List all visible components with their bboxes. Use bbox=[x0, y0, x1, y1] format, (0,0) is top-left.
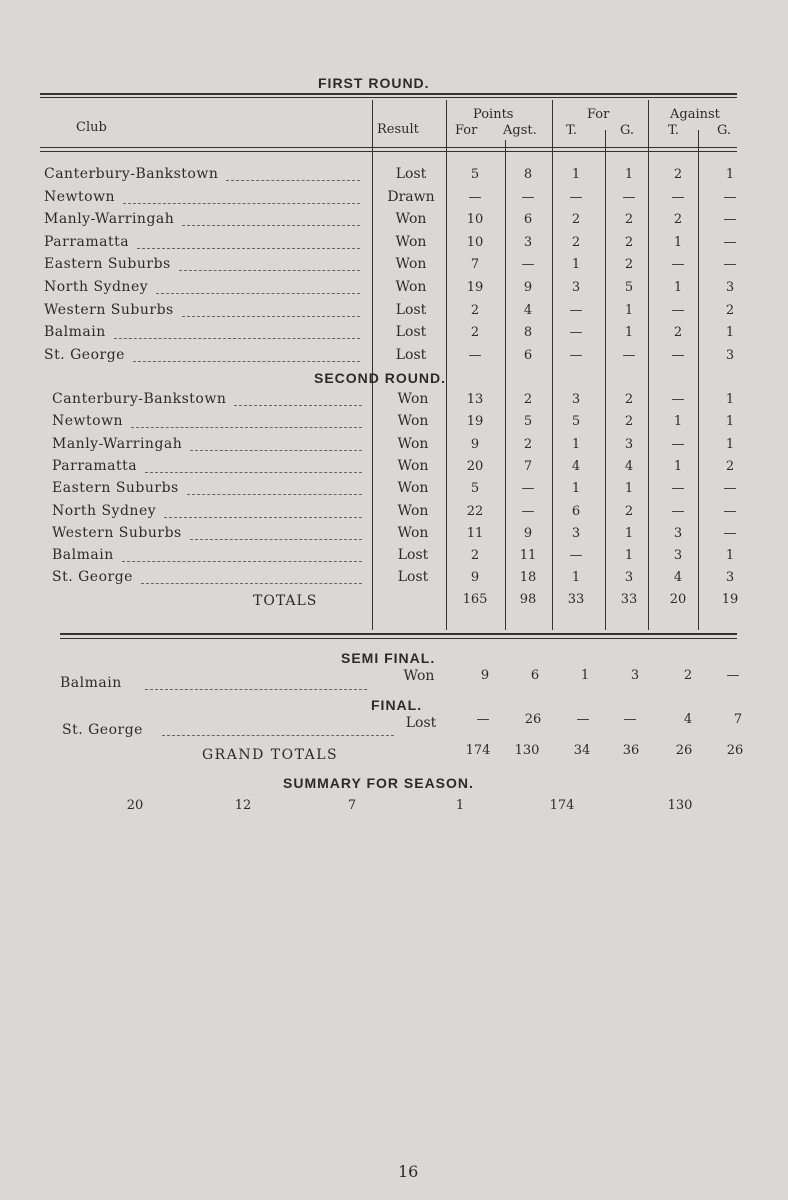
stat-ft: 5 bbox=[571, 414, 581, 430]
stat-at: 4 bbox=[683, 712, 693, 727]
stat-ft: — bbox=[569, 189, 583, 205]
stat-ft: 1 bbox=[571, 436, 581, 452]
stat-pf: 2 bbox=[470, 548, 480, 564]
grand-totals-label: GRAND TOTALS bbox=[202, 747, 339, 763]
result-cell: Lost bbox=[397, 569, 429, 586]
semi-final-title: SEMI FINAL. bbox=[341, 650, 436, 666]
stat-pf: — bbox=[468, 347, 482, 363]
stat-at: 1 bbox=[673, 234, 683, 250]
leader-dots bbox=[182, 316, 360, 317]
stat-ft: 3 bbox=[571, 525, 581, 541]
stat-ag: — bbox=[723, 257, 737, 273]
stat-at: 3 bbox=[673, 525, 683, 541]
result-cell: Won bbox=[395, 256, 427, 273]
summary-value: 20 bbox=[126, 798, 144, 813]
summary-value: 1 bbox=[455, 798, 465, 813]
stat-ft: 2 bbox=[571, 212, 581, 228]
stat-ag: — bbox=[723, 525, 737, 541]
total-at: 20 bbox=[669, 592, 687, 607]
stat-pa: 26 bbox=[524, 712, 542, 727]
stat-pa: 4 bbox=[523, 302, 533, 318]
stat-pa: 6 bbox=[530, 668, 540, 683]
club-name: Canterbury-Bankstown bbox=[52, 391, 227, 407]
final-title: FINAL. bbox=[371, 697, 423, 713]
col-rule-agst bbox=[505, 140, 506, 630]
total-pf: 165 bbox=[462, 592, 488, 607]
leader-dots bbox=[133, 361, 360, 362]
club-name: Western Suburbs bbox=[52, 524, 182, 541]
leader-dots bbox=[179, 270, 360, 271]
grand-ag: 26 bbox=[726, 743, 744, 758]
result-cell: Won bbox=[403, 668, 435, 684]
header-against-goals: G. bbox=[717, 123, 732, 138]
summary-value: 7 bbox=[347, 798, 357, 813]
stat-fg: 1 bbox=[624, 325, 634, 341]
leader-dots bbox=[145, 689, 367, 690]
stat-at: 1 bbox=[673, 280, 683, 295]
stat-at: — bbox=[671, 189, 685, 205]
header-rule-bottom-2 bbox=[40, 151, 737, 152]
stat-ft: 3 bbox=[571, 280, 581, 295]
stat-pf: 20 bbox=[466, 458, 484, 474]
stat-ag: — bbox=[726, 668, 740, 683]
header-result: Result bbox=[377, 122, 419, 137]
result-cell: Lost bbox=[395, 301, 427, 318]
result-cell: Lost bbox=[395, 166, 427, 182]
leader-dots bbox=[190, 539, 362, 540]
club-name: Eastern Suburbs bbox=[44, 256, 171, 273]
leader-dots bbox=[156, 293, 360, 294]
stat-ft: — bbox=[569, 347, 583, 363]
header-for-tries: T. bbox=[566, 123, 577, 138]
header-rule-bottom bbox=[40, 147, 737, 148]
club-name: Eastern Suburbs bbox=[52, 480, 179, 497]
header-club: Club bbox=[76, 120, 107, 135]
stat-pa: 8 bbox=[523, 167, 533, 182]
leader-dots bbox=[141, 583, 362, 584]
stat-ag: 1 bbox=[725, 436, 735, 452]
stat-pf: 5 bbox=[470, 481, 480, 497]
stat-at: — bbox=[671, 257, 685, 273]
col-rule-for bbox=[552, 100, 553, 630]
total-pa: 98 bbox=[519, 592, 537, 607]
leader-dots bbox=[122, 561, 362, 562]
club-name: Newtown bbox=[44, 188, 116, 205]
summary-value: 174 bbox=[549, 798, 575, 813]
total-ft: 33 bbox=[567, 592, 585, 607]
leader-dots bbox=[182, 225, 360, 226]
stat-pf: 22 bbox=[466, 503, 484, 519]
header-rule-top bbox=[40, 93, 737, 95]
result-cell: Lost bbox=[395, 346, 427, 363]
club-name: Balmain bbox=[44, 324, 106, 341]
result-cell: Won bbox=[397, 391, 429, 407]
stat-at: — bbox=[671, 347, 685, 363]
stat-pf: 19 bbox=[466, 414, 484, 430]
stat-at: 1 bbox=[673, 458, 683, 474]
stat-at: 2 bbox=[673, 325, 683, 341]
grand-pf: 174 bbox=[465, 743, 491, 758]
stat-fg: 4 bbox=[624, 458, 634, 474]
club-name: Parramatta bbox=[44, 233, 130, 250]
stat-ft: 2 bbox=[571, 234, 581, 250]
club-name: Balmain bbox=[60, 675, 122, 691]
leader-dots bbox=[137, 248, 360, 249]
stat-ag: 1 bbox=[725, 548, 735, 564]
stat-pf: 2 bbox=[470, 302, 480, 318]
club-name: Balmain bbox=[52, 547, 114, 564]
club-name: St. George bbox=[52, 569, 133, 586]
result-cell: Won bbox=[397, 480, 429, 497]
stat-pa: — bbox=[521, 503, 535, 519]
stat-fg: 1 bbox=[624, 167, 634, 182]
stat-pa: 9 bbox=[523, 525, 533, 541]
leader-dots bbox=[123, 203, 360, 204]
stat-ft: 1 bbox=[571, 570, 581, 586]
club-name: North Sydney bbox=[52, 502, 157, 519]
total-fg: 33 bbox=[620, 592, 638, 607]
stat-at: — bbox=[671, 392, 685, 407]
club-name: Parramatta bbox=[52, 457, 138, 474]
club-name: Canterbury-Bankstown bbox=[44, 166, 219, 182]
stat-ag: 7 bbox=[733, 712, 743, 727]
result-cell: Won bbox=[397, 413, 429, 430]
stat-ft: — bbox=[569, 302, 583, 318]
leader-dots bbox=[162, 735, 394, 736]
stat-ag: 1 bbox=[725, 325, 735, 341]
stat-ag: 3 bbox=[725, 347, 735, 363]
stat-pf: 19 bbox=[466, 280, 484, 295]
stat-pf: 10 bbox=[466, 234, 484, 250]
header-for-goals: G. bbox=[620, 123, 635, 138]
stat-ag: — bbox=[723, 481, 737, 497]
stat-at: 4 bbox=[673, 570, 683, 586]
result-cell: Won bbox=[395, 233, 427, 250]
stat-pf: 9 bbox=[470, 436, 480, 452]
result-cell: Drawn bbox=[387, 188, 435, 205]
stat-ag: 3 bbox=[725, 280, 735, 295]
stat-fg: 2 bbox=[624, 503, 634, 519]
header-against-tries: T. bbox=[668, 123, 679, 138]
grand-ft: 34 bbox=[573, 743, 591, 758]
stat-ag: 1 bbox=[725, 414, 735, 430]
result-cell: Lost bbox=[405, 715, 437, 731]
summary-value: 12 bbox=[234, 798, 252, 813]
leader-dots bbox=[187, 494, 362, 495]
club-name: Manly-Warringah bbox=[52, 435, 183, 452]
stat-at: 2 bbox=[683, 668, 693, 683]
stat-pf: 11 bbox=[466, 525, 484, 541]
col-rule-against-g bbox=[698, 130, 699, 630]
grand-at: 26 bbox=[675, 743, 693, 758]
result-cell: Lost bbox=[397, 547, 429, 564]
result-cell: Won bbox=[397, 457, 429, 474]
stat-fg: 3 bbox=[624, 570, 634, 586]
club-name: St. George bbox=[62, 722, 143, 738]
stat-pa: 6 bbox=[523, 212, 533, 228]
col-rule-result bbox=[372, 100, 373, 630]
header-points: Points bbox=[473, 107, 514, 122]
stat-pa: 6 bbox=[523, 347, 533, 363]
stat-ft: 1 bbox=[571, 481, 581, 497]
stat-fg: 3 bbox=[630, 668, 640, 683]
stat-ag: — bbox=[723, 189, 737, 205]
stat-at: 2 bbox=[673, 212, 683, 228]
stat-at: — bbox=[671, 436, 685, 452]
club-name: Manly-Warringah bbox=[44, 211, 175, 228]
stat-fg: 1 bbox=[624, 548, 634, 564]
stat-fg: 2 bbox=[624, 212, 634, 228]
header-against: Against bbox=[670, 107, 720, 122]
stat-pf: — bbox=[476, 712, 490, 727]
stat-pa: — bbox=[521, 481, 535, 497]
stat-pf: 10 bbox=[466, 212, 484, 228]
stat-ag: — bbox=[723, 503, 737, 519]
stat-at: — bbox=[671, 481, 685, 497]
stat-fg: 2 bbox=[624, 414, 634, 430]
stat-at: 3 bbox=[673, 548, 683, 564]
leader-dots bbox=[164, 517, 362, 518]
stat-pa: — bbox=[521, 257, 535, 273]
stat-pa: 2 bbox=[523, 392, 533, 407]
stat-fg: 1 bbox=[624, 525, 634, 541]
leader-dots bbox=[131, 427, 362, 428]
first-round-title: FIRST ROUND. bbox=[318, 75, 430, 91]
stat-pa: 7 bbox=[523, 458, 533, 474]
leader-dots bbox=[114, 338, 360, 339]
stat-at: 1 bbox=[673, 414, 683, 430]
stat-pf: 13 bbox=[466, 392, 484, 407]
leader-dots bbox=[190, 450, 362, 451]
stat-ag: — bbox=[723, 234, 737, 250]
stat-fg: 1 bbox=[624, 481, 634, 497]
total-ag: 19 bbox=[721, 592, 739, 607]
stat-ft: — bbox=[576, 712, 590, 727]
grand-pa: 130 bbox=[514, 743, 540, 758]
stat-fg: 3 bbox=[624, 436, 634, 452]
header-rule-top-thin bbox=[40, 97, 737, 98]
stat-ft: 6 bbox=[571, 503, 581, 519]
stat-ft: 1 bbox=[580, 668, 590, 683]
stat-ag: 2 bbox=[725, 458, 735, 474]
leader-dots bbox=[234, 405, 362, 406]
stat-at: — bbox=[671, 503, 685, 519]
table-bottom-rule bbox=[60, 633, 737, 635]
second-round-title: SECOND ROUND. bbox=[314, 370, 447, 386]
club-name: St. George bbox=[44, 346, 125, 363]
leader-dots bbox=[226, 180, 360, 181]
stat-at: 2 bbox=[673, 167, 683, 182]
result-cell: Won bbox=[395, 279, 427, 295]
stat-pa: 5 bbox=[523, 414, 533, 430]
stat-ft: — bbox=[569, 325, 583, 341]
stat-pa: 3 bbox=[523, 234, 533, 250]
page-number: 16 bbox=[398, 1162, 419, 1181]
stat-ag: 1 bbox=[725, 167, 735, 182]
result-cell: Won bbox=[397, 524, 429, 541]
header-for: For bbox=[587, 107, 610, 122]
club-name: North Sydney bbox=[44, 279, 149, 295]
stat-ft: 4 bbox=[571, 458, 581, 474]
stat-pf: 9 bbox=[470, 570, 480, 586]
stat-pa: 18 bbox=[519, 570, 537, 586]
stat-ag: 1 bbox=[725, 392, 735, 407]
header-points-agst: Agst. bbox=[503, 123, 537, 138]
summary-value: 130 bbox=[667, 798, 693, 813]
stat-fg: 1 bbox=[624, 302, 634, 318]
header-points-for: For bbox=[455, 123, 478, 138]
stat-ag: 2 bbox=[725, 302, 735, 318]
stat-ft: 1 bbox=[571, 257, 581, 273]
stat-fg: 2 bbox=[624, 234, 634, 250]
totals-label: TOTALS bbox=[253, 593, 318, 609]
stat-fg: 5 bbox=[624, 280, 634, 295]
leader-dots bbox=[145, 472, 362, 473]
result-cell: Lost bbox=[395, 324, 427, 341]
stat-pa: — bbox=[521, 189, 535, 205]
stat-ag: 3 bbox=[725, 570, 735, 586]
col-rule-for-g bbox=[605, 130, 606, 630]
result-cell: Won bbox=[395, 211, 427, 228]
stat-fg: 2 bbox=[624, 392, 634, 407]
stat-fg: — bbox=[623, 712, 637, 727]
result-cell: Won bbox=[397, 435, 429, 452]
stat-fg: 2 bbox=[624, 257, 634, 273]
summary-title: SUMMARY FOR SEASON. bbox=[283, 775, 474, 791]
club-name: Western Suburbs bbox=[44, 301, 174, 318]
stat-ag: — bbox=[723, 212, 737, 228]
result-cell: Won bbox=[397, 502, 429, 519]
stat-ft: 3 bbox=[571, 392, 581, 407]
table-bottom-rule-2 bbox=[60, 638, 737, 639]
stat-pf: 2 bbox=[470, 325, 480, 341]
stat-ft: — bbox=[569, 548, 583, 564]
stat-pa: 9 bbox=[523, 280, 533, 295]
stat-at: — bbox=[671, 302, 685, 318]
stat-pf: 7 bbox=[470, 257, 480, 273]
stat-pa: 8 bbox=[523, 325, 533, 341]
stat-pf: — bbox=[468, 189, 482, 205]
club-name: Newtown bbox=[52, 413, 124, 430]
stat-pa: 11 bbox=[519, 548, 537, 564]
stat-fg: — bbox=[622, 347, 636, 363]
stat-fg: — bbox=[622, 189, 636, 205]
grand-fg: 36 bbox=[622, 743, 640, 758]
stat-ft: 1 bbox=[571, 167, 581, 182]
stat-pf: 9 bbox=[480, 668, 490, 683]
stat-pa: 2 bbox=[523, 436, 533, 452]
stat-pf: 5 bbox=[470, 167, 480, 182]
